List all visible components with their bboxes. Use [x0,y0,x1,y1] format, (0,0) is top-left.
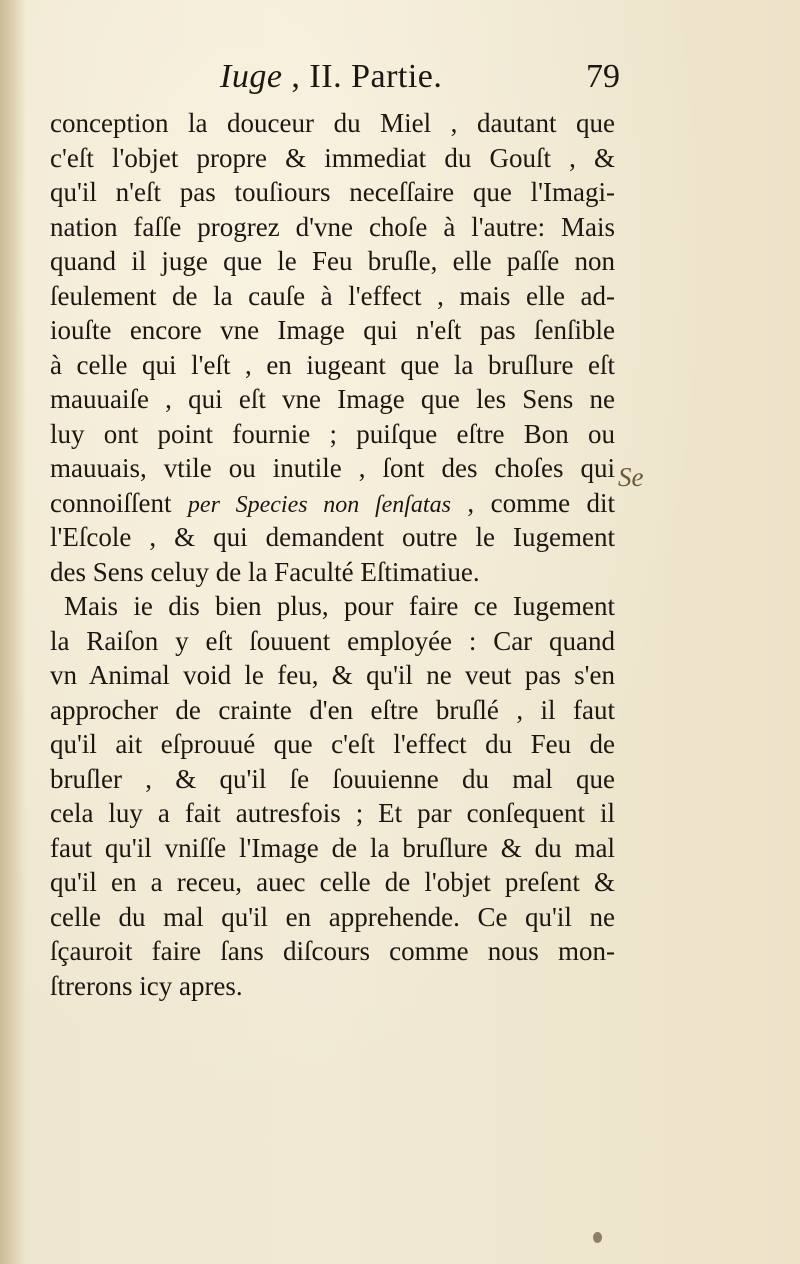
text-segment: connoiſſent [50,487,188,518]
text-line: c'eſt l'objet propre & immediat du Gouſt , & [50,142,615,173]
text-line: approcher de crainte d'en eſtre bruſlé , il faut [50,694,615,725]
text-line: ſtrerons icy apres. [50,970,243,1001]
text-line: qu'il ait eſprouué que c'eſt l'effect du Feu de [50,729,615,759]
text-line: à celle qui l'eſt , en iugeant que la bruſlure eſt [50,349,615,380]
text-line: l'Eſcole , & qui demandent outre le Iugement [50,522,615,552]
text-line: quand il juge que le Feu bruſle, elle paſſe non [50,246,615,276]
text-line: qu'il n'eſt pas touſiours neceſſaire que l'Imagi- [50,177,615,207]
page-number: 79 [586,58,620,95]
ink-spot [593,1232,602,1243]
text-line: conception la douceur du Miel , dautant que [50,108,615,138]
latin-phrase: per Species non ſenſatas [187,491,451,518]
text-line: ſeulement de la cauſe à l'effect , mais elle ad- [50,280,615,311]
text-line: ſçauroit faire ſans diſcours comme nous mon- [50,936,615,966]
text-line: vn Animal void le feu, & qu'il ne veut pas s'en [50,660,615,690]
text-line: iouſte encore vne Image qui n'eſt pas ſenſible [50,315,615,345]
paragraph-first-line: Mais ie dis bien plus, pour faire ce Iugement [64,591,615,621]
margin-bleed-text: Se [618,462,644,492]
text-line: cela luy a fait autresfois ; Et par conſequent il [50,798,615,828]
text-line: faut qu'il vniſſe l'Image de la bruſlure & du mal [50,832,615,863]
text-line: qu'il en a receu, auec celle de l'objet preſent & [50,867,615,897]
page-gutter-shadow [0,0,26,1264]
text-line: celle du mal qu'il en apprehende. Ce qu'il ne [50,901,615,932]
text-line: luy ont point fournie ; puiſque eſtre Bon ou [50,418,615,449]
text-line-with-latin [50,486,615,521]
text-line: mauuaiſe , qui eſt vne Image que les Sens ne [50,384,615,414]
running-title [220,58,442,96]
running-title-rest: , II. Partie. [282,58,443,95]
text-line: des Sens celuy de la Faculté Eſtimatiue. [50,556,480,587]
body-text [50,106,615,1003]
text-line: bruſler , & qu'il ſe ſouuienne du mal que [50,763,615,794]
page-header [50,58,620,102]
text-line: la Raiſon y eſt ſouuent employée : Car quand [50,625,615,656]
text-line: mauuais, vtile ou inutile , ſont des choſes qui [50,453,615,483]
text-segment: , comme dit [450,487,615,518]
running-title-italic: Iuge [220,58,283,95]
text-line: nation faſſe progrez d'vne choſe à l'autre: Mais [50,211,615,242]
